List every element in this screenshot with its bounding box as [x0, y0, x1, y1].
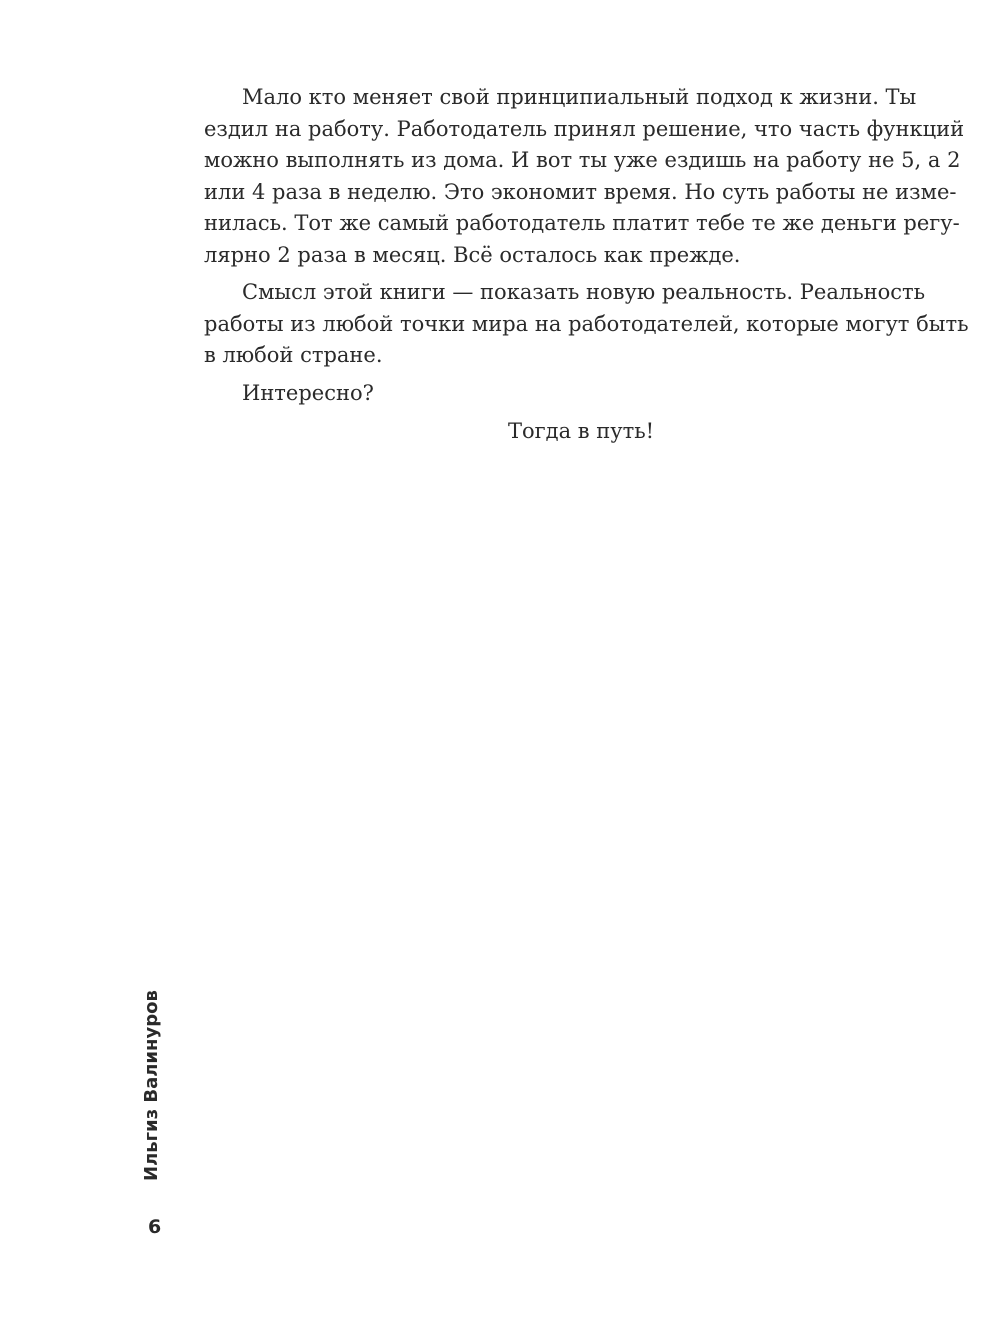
text-line: можно выполнять из дома. И вот ты уже ездишь на работу не 5, а 2: [204, 148, 961, 172]
text-line: Мало кто меняет свой принципиальный подход к жизни. Ты: [242, 85, 917, 109]
text-line: лярно 2 раза в месяц. Всё осталось как прежде.: [204, 242, 741, 267]
closing-line: Тогда в путь!: [508, 419, 655, 443]
paragraph-3: [204, 378, 910, 410]
text-line: Интересно?: [242, 380, 374, 405]
running-author-name: Ильгиз Валинуров: [141, 990, 162, 1181]
text-line: работы из любой точки мира на работодателей, которые могут быть: [204, 311, 969, 336]
text-line: Смысл этой книги — показать новую реальность. Реальность: [242, 280, 926, 304]
body-text: [204, 82, 969, 448]
paragraph-2: [204, 277, 969, 372]
text-line: нилась. Тот же самый работодатель платит тебе те же деньги регу-: [204, 211, 960, 235]
paragraph-1: [204, 82, 965, 271]
page-number: 6: [148, 1216, 162, 1238]
text-line: в любой стране.: [204, 343, 383, 367]
text-line: ездил на работу. Работодатель принял решение, что часть функций: [204, 116, 965, 141]
text-line: или 4 раза в неделю. Это экономит время. Но суть работы не изме-: [204, 179, 957, 204]
